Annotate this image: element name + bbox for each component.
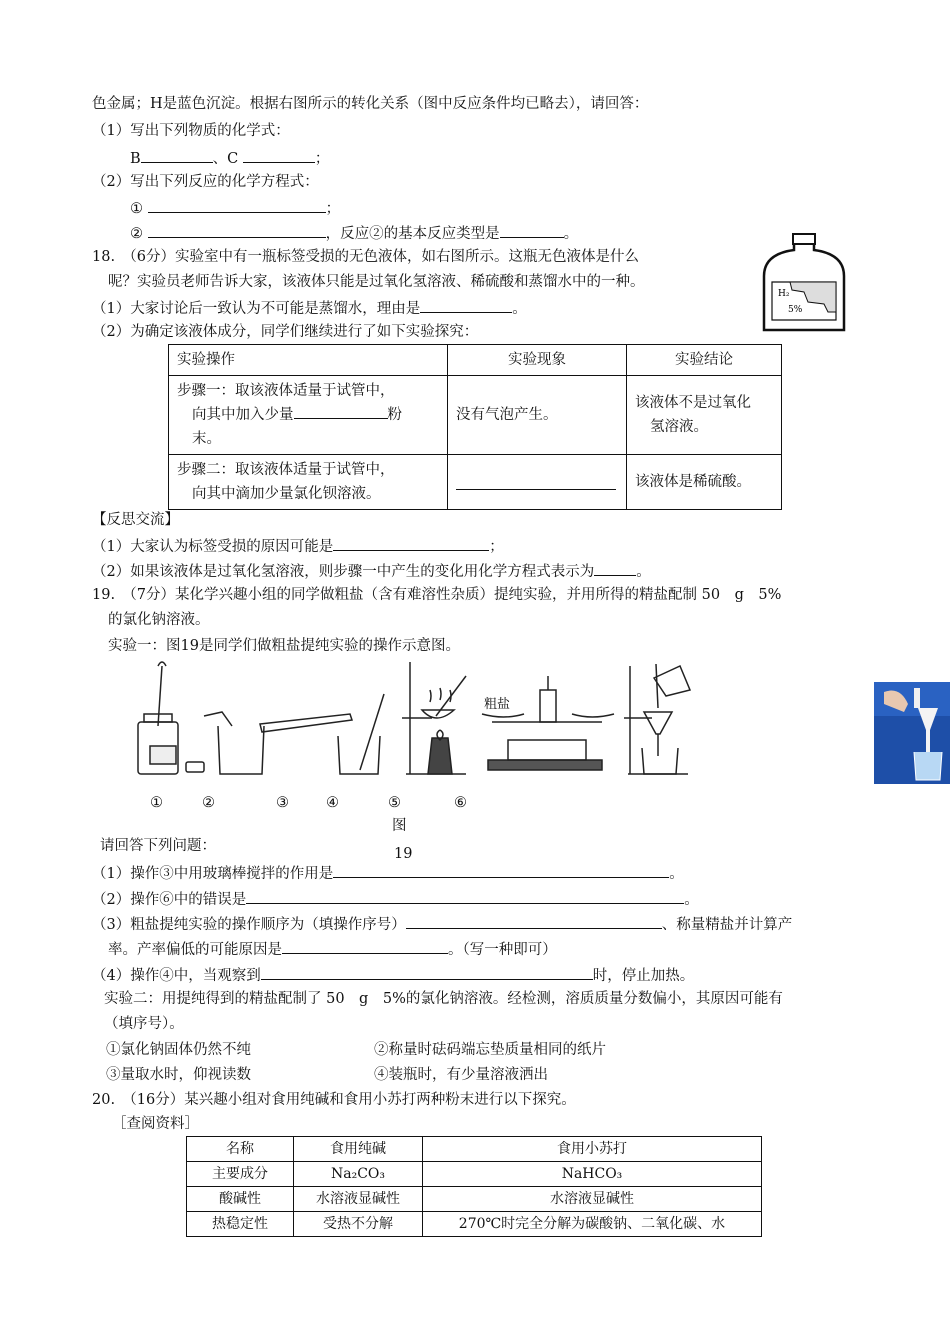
filtration-photo [874,682,950,784]
q17-blank-line [130,147,329,169]
step1-conclusion-a: 该液体不是过氧化 [635,395,751,411]
q17-c-label: 、C [212,151,239,167]
q19-q3 [92,913,792,935]
figure-19-apparatus [132,656,692,782]
q17-part2: （2）写出下列反应的化学方程式： [92,174,319,190]
step1-text-c: 粉 [387,407,402,423]
q18-part1-text: （1）大家讨论后一致认为不可能是蒸馏水，理由是 [92,301,421,317]
beaker-stir-icon [338,694,384,774]
q18-part1 [92,297,527,319]
header-operation: 实验操作 [169,345,448,376]
beaker-pouring-icon [204,712,352,774]
q19-q3-cont [108,938,557,960]
step1-conclusion [627,376,782,455]
cell-value: Na₂CO₃ [294,1162,423,1187]
q19-q4 [92,964,694,986]
q17-part1: （1）写出下列物质的化学式： [92,123,290,139]
balance-icon [482,676,614,770]
answer-blank-label-damage[interactable] [333,535,489,551]
q18-line2: 呢？实验员老师告诉大家，该液体只能是过氧化氢溶液、稀硫酸和蒸馏水中的一种。 [108,274,645,290]
cell-label: 热稳定性 [187,1212,294,1237]
q19-q3-note: 。（写一种即可） [448,942,557,958]
header-conclusion: 实验结论 [627,345,782,376]
step2-conclusion: 该液体是稀硫酸。 [627,455,782,510]
table-row [169,455,782,510]
reagent-bottle-figure [758,232,850,336]
q19-q3-tail: 、称量精盐并计算产 [661,917,793,933]
op-label-2: ② [202,795,215,811]
cell-value: NaHCO₃ [423,1162,762,1187]
op-label-3: ③ [276,795,289,811]
period: 。 [684,892,699,908]
answer-blank-eq1[interactable] [148,197,326,213]
step2-operation [169,455,448,510]
evaporation-stand-icon [402,662,466,774]
eq2-marker: ② [130,226,143,242]
answer-blank-powder[interactable] [294,403,388,419]
figure-caption-b: 19 [394,846,413,862]
cell-label: 酸碱性 [187,1187,294,1212]
answer-blank-phenomenon[interactable] [456,474,616,490]
filtration-stand-icon [624,664,690,774]
step1-text-b: 向其中加入少量 [192,407,294,423]
cell-label: 主要成分 [187,1162,294,1187]
q17-eq1-line [130,197,340,219]
q17-intro: 色金属；H是蓝色沉淀。根据右图所示的转化关系（图中反应条件均已略去），请回答： [92,96,649,112]
period: 。 [563,226,579,242]
q19-q1-text: （1）操作③中用玻璃棒搅拌的作用是 [92,866,334,882]
q19-q1 [92,862,684,884]
q20-line1: 20. （16分）某兴趣小组对食用纯碱和食用小苏打两种粉末进行以下探究。 [92,1092,576,1108]
step2-phenomenon [448,455,627,510]
col-name: 名称 [187,1137,294,1162]
step2-text-b: 向其中滴加少量氯化钡溶液。 [192,486,381,502]
answer-blank-reason[interactable] [420,297,512,313]
answer-blank-order[interactable] [406,913,662,929]
experiment-table [168,344,782,510]
q19-exp2-cont: （填序号）。 [104,1016,184,1032]
q19-line1: 19. （7分）某化学兴趣小组的同学做粗盐（含有难溶性杂质）提纯实验，并用所得的精盐配制 50 g 5% [92,587,782,603]
cell-value: 270℃时完全分解为碳酸钠、二氧化碳、水 [423,1212,762,1237]
q19-exp2: 实验二：用提纯得到的精盐配制了 50 g 5%的氯化钠溶液。经检测，溶质质量分数偏小，其原因可能有 [104,991,783,1007]
period: 。 [669,866,684,882]
bottle-label-h2: H₂ [778,289,790,299]
step2-text-a: 步骤二：取该液体适量于试管中， [177,462,395,478]
q19-ask: 请回答下列问题： [100,838,216,854]
answer-blank-c[interactable] [243,147,315,163]
table-header-row [169,345,782,376]
q19-q3-cont-text: 率。产率偏低的可能原因是 [108,942,282,958]
q20-ref: ［查阅资料］ [112,1116,199,1132]
cell-value: 水溶液显碱性 [423,1187,762,1212]
op-label-1: ① [150,795,163,811]
reflect-q1-text: （1）大家认为标签受损的原因可能是 [92,539,334,555]
answer-blank-equation[interactable] [594,560,636,576]
stopper-icon [186,762,204,772]
step1-phenomenon: 没有气泡产生。 [448,376,627,455]
answer-blank-eq2[interactable] [148,222,326,238]
period: 。 [512,301,527,317]
col-baking-soda: 食用小苏打 [423,1137,762,1162]
reflect-q2 [92,560,651,582]
q19-q3-text: （3）粗盐提纯实验的操作顺序为（填操作序号） [92,917,406,933]
table-row [187,1187,762,1212]
cell-value: 水溶液显碱性 [294,1187,423,1212]
op-label-5: ⑤ [388,795,401,811]
eq2-tail: ，反应②的基本反应类型是 [325,226,500,242]
reference-table [186,1136,762,1237]
option-2: ②称量时砝码端忘垫质量相同的纸片 [374,1042,606,1058]
op-label-6: ⑥ [454,795,467,811]
step1-conclusion-b: 氢溶液。 [650,419,708,435]
col-soda: 食用纯碱 [294,1137,423,1162]
eq1-marker: ① [130,201,143,217]
q19-line2: 的氯化钠溶液。 [108,612,210,628]
op-label-4: ④ [326,795,339,811]
semicolon: ； [314,151,330,167]
table-row [187,1162,762,1187]
q17-b-label: B [130,151,141,167]
q19-exp1: 实验一：图19是同学们做粗盐提纯实验的操作示意图。 [108,638,460,654]
crude-salt-label: 粗盐 [484,697,511,712]
answer-blank-b[interactable] [141,147,213,163]
q19-q2-text: （2）操作⑥中的错误是 [92,892,247,908]
step1-text-a: 步骤一：取该液体适量于试管中， [177,383,395,399]
q19-q2 [92,888,699,910]
answer-blank-stir[interactable] [333,862,669,878]
option-3: ③量取水时，仰视读数 [106,1067,251,1083]
figure-caption-a: 图 [392,818,407,834]
table-header-row [187,1137,762,1162]
q18-part2: （2）为确定该液体成分，同学们继续进行了如下实验探究： [92,324,479,340]
q18-line1: 18. （6分）实验室中有一瓶标签受损的无色液体，如右图所示。这瓶无色液体是什么 [92,249,640,265]
reflect-q2-text: （2）如果该液体是过氧化氢溶液，则步骤一中产生的变化用化学方程式表示为 [92,564,595,580]
period: 。 [636,564,651,580]
answer-blank-observe[interactable] [261,964,593,980]
reflect-heading: 【反思交流】 [92,512,179,528]
step1-operation [169,376,448,455]
option-1: ①氯化钠固体仍然不纯 [106,1042,251,1058]
semicolon: ； [325,201,341,217]
table-row [169,376,782,455]
q19-q4-tail: 时，停止加热。 [592,968,695,984]
header-phenomenon: 实验现象 [448,345,627,376]
answer-blank-reaction-type[interactable] [500,222,564,238]
reflect-q1 [92,535,504,557]
q19-q4-text: （4）操作④中，当观察到 [92,968,261,984]
answer-blank-error[interactable] [246,888,684,904]
jar-icon [138,662,178,774]
semicolon: ； [489,539,504,555]
answer-blank-yield[interactable] [282,938,448,954]
q17-eq2-line [130,222,578,244]
cell-value: 受热不分解 [294,1212,423,1237]
step1-text-d: 末。 [192,431,221,447]
table-row [187,1212,762,1237]
bottle-label-5pct: 5% [788,305,803,315]
option-4: ④装瓶时，有少量溶液洒出 [374,1067,548,1083]
